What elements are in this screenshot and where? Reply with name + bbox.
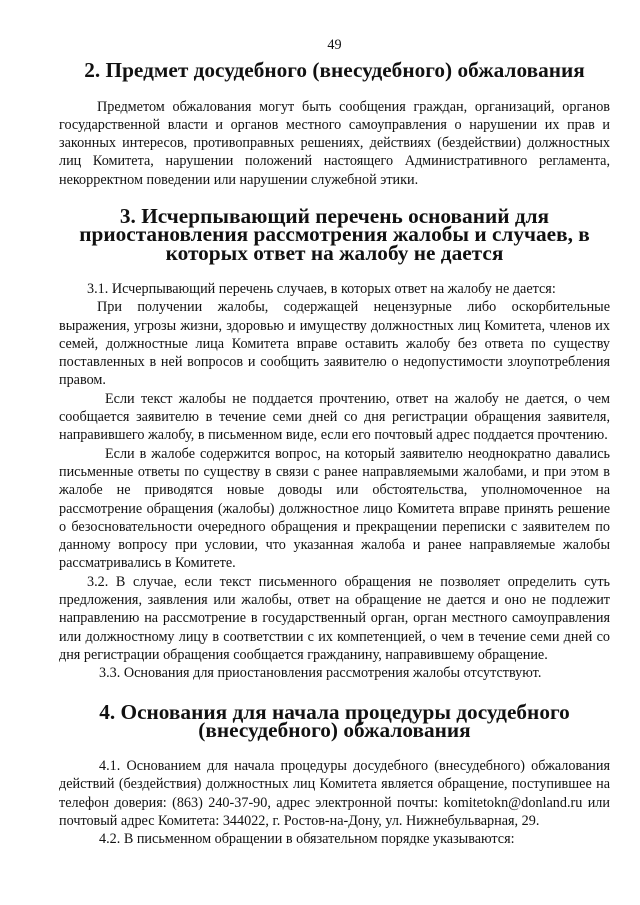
- paragraph-3-1: 3.1. Исчерпывающий перечень случаев, в которых ответ на жалобу не дается:: [87, 280, 556, 297]
- section-4-heading: 4. Основания для начала процедуры досудебного (внесудебного) обжалования: [99, 699, 570, 742]
- paragraph-unreadable-complaint: Если текст жалобы не поддается прочтению, ответ на жалобу не дается, о чем сообщается заявителю в течение семи дней со дня регистрации обращения заявителя, направившего жалобу, в письменном виде, если его почтовый адрес поддается прочтению.: [59, 390, 610, 444]
- paragraph-3-3: 3.3. Основания для приостановления рассмотрения жалобы отсутствуют.: [99, 665, 542, 682]
- section-3-heading: 3. Исчерпывающий перечень оснований для приостановления рассмотрения жалобы и случаев, в которых ответ на жалобу не дается: [79, 204, 590, 265]
- paragraph-repeated-complaint: Если в жалобе содержится вопрос, на который заявителю неоднократно давались письменные ответы по существу в связи с ранее направляемыми жалобами, и при этом в жалобе не приводятся новые доводы или обстоятельства, уполномоченное на рассмотрение обращения (жалобы) должностное лицо Комитета вправе принять решение о безосновательности очередного обращения и прекращении переписки с заявителем по данному вопросу при условии, что указанная жалоба и ранее направляемые жалобы рассматривались в Комитете.: [59, 445, 610, 572]
- paragraph-4-1: 4.1. Основанием для начала процедуры досудебного (внесудебного) обжалования действий (бездействия) должностных лиц Комитета является обращение, поступившее на телефон доверия: (863) 240-37-90, адрес электронной почты: komitetokn@donland.ru или почтовый адрес Комитета: 344022, г. Ростов-на-Дону, ул. Нижнебульварная, 29.: [59, 758, 610, 829]
- paragraph-obscene-complaint: При получении жалобы, содержащей нецензурные либо оскорбительные выражения, угрозы жизни, здоровью и имуществу должностных лиц Комитета, членов их семей, должностные лица Комитета вправе оставить жалобу без ответа по существу поставленных в ней вопросов и сообщить заявителю о недопустимости злоупотребления правом.: [59, 299, 610, 389]
- paragraph-3-2: 3.2. В случае, если текст письменного обращения не позволяет определить суть предложения, заявления или жалобы, ответ на обращение не дается и оно не подлежит направлению на рассмотрение в государственный орган, орган местного самоуправления или должностному лицу в соответствии с их компетенцией, о чем в течение семи дней со дня регистрации обращения сообщается гражданину, направившему обращение.: [59, 573, 610, 663]
- paragraph-4-2: 4.2. В письменном обращении в обязательном порядке указываются:: [99, 831, 515, 848]
- section-2-heading: 2. Предмет досудебного (внесудебного) обжалования: [84, 58, 585, 83]
- section-2-paragraph: Предметом обжалования могут быть сообщения граждан, организаций, органов государственной власти и органов местного самоуправления о нарушении их прав и законных интересов, противоправных решениях, действиях (бездействии) должностных лиц Комитета, нарушении положений настоящего Административного регламента, некорректном поведении или нарушении служебной этики.: [59, 98, 610, 188]
- page-number: 49: [327, 37, 342, 53]
